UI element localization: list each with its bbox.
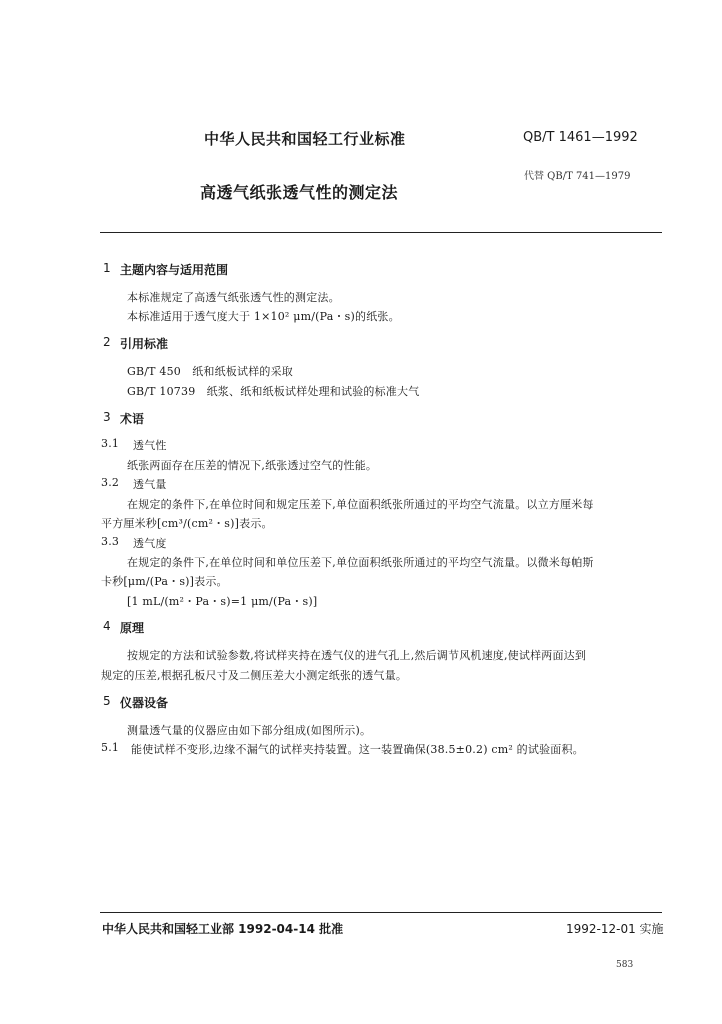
section-1-title: 主题内容与适用范围 [120,263,229,277]
page-number: 583 [616,960,634,970]
footer-rule [100,912,662,913]
section-4-para-line-2: 规定的压差,根据孔板尺寸及二侧压差大小测定纸张的透气量。 [101,669,408,682]
section-3-title: 术语 [120,412,145,426]
term-3-3-title: 透气度 [133,537,167,550]
term-3-3-definition-line-3: [1 mL/(m²・Pa・s)=1 μm/(Pa・s)] [127,595,318,608]
approval-note: 中华人民共和国轻工业部 1992-04-14 批准 [102,922,344,936]
term-3-2-title: 透气量 [133,478,167,491]
item-5-1-text: 能使试样不变形,边缘不漏气的试样夹持装置。这一装置确保(38.5±0.2) cm² 的试验面积。 [131,743,584,756]
standard-code: QB/T 1461—1992 [523,130,638,145]
section-2-title: 引用标准 [120,337,169,351]
term-3-3-number: 3.3 [101,535,120,548]
section-1-para-1: 本标准规定了高透气纸张透气性的测定法。 [127,291,340,304]
item-5-1-number: 5.1 [101,741,120,754]
header-rule [100,232,662,233]
term-3-1-title: 透气性 [133,439,167,452]
effective-date: 1992-12-01 实施 [566,922,664,936]
section-4-title: 原理 [120,621,145,635]
section-5-number: 5 [103,694,111,708]
reference-1: GB/T 450 纸和纸板试样的采取 [127,365,294,378]
section-5-title: 仪器设备 [120,696,169,710]
term-3-3-definition-line-1: 在规定的条件下,在单位时间和单位压差下,单位面积纸张所通过的平均空气流量。以微米每帕斯 [127,556,594,569]
issuer-title: 中华人民共和国轻工行业标准 [204,130,406,148]
section-3-number: 3 [103,410,111,424]
term-3-2-definition-line-2: 平方厘米秒[cm³/(cm²・s)]表示。 [101,517,273,530]
term-3-3-definition-line-2: 卡秒[μm/(Pa・s)]表示。 [101,575,228,588]
term-3-2-definition-line-1: 在规定的条件下,在单位时间和规定压差下,单位面积纸张所通过的平均空气流量。以立方厘米每 [127,498,594,511]
section-4-number: 4 [103,619,111,633]
replaces-note: 代替 QB/T 741—1979 [524,171,631,182]
document-title: 高透气纸张透气性的测定法 [200,183,399,202]
section-2-number: 2 [103,335,111,349]
term-3-1-definition: 纸张两面存在压差的情况下,纸张透过空气的性能。 [127,459,378,472]
term-3-1-number: 3.1 [101,437,120,450]
section-1-number: 1 [103,261,111,275]
section-5-para: 测量透气量的仪器应由如下部分组成(如图所示)。 [127,724,372,737]
reference-2: GB/T 10739 纸浆、纸和纸板试样处理和试验的标准大气 [127,385,420,398]
section-4-para-line-1: 按规定的方法和试验参数,将试样夹持在透气仪的进气孔上,然后调节风机速度,使试样两面达到 [127,649,587,662]
section-1-para-2: 本标准适用于透气度大于 1×10² μm/(Pa・s)的纸张。 [127,310,400,323]
term-3-2-number: 3.2 [101,476,120,489]
